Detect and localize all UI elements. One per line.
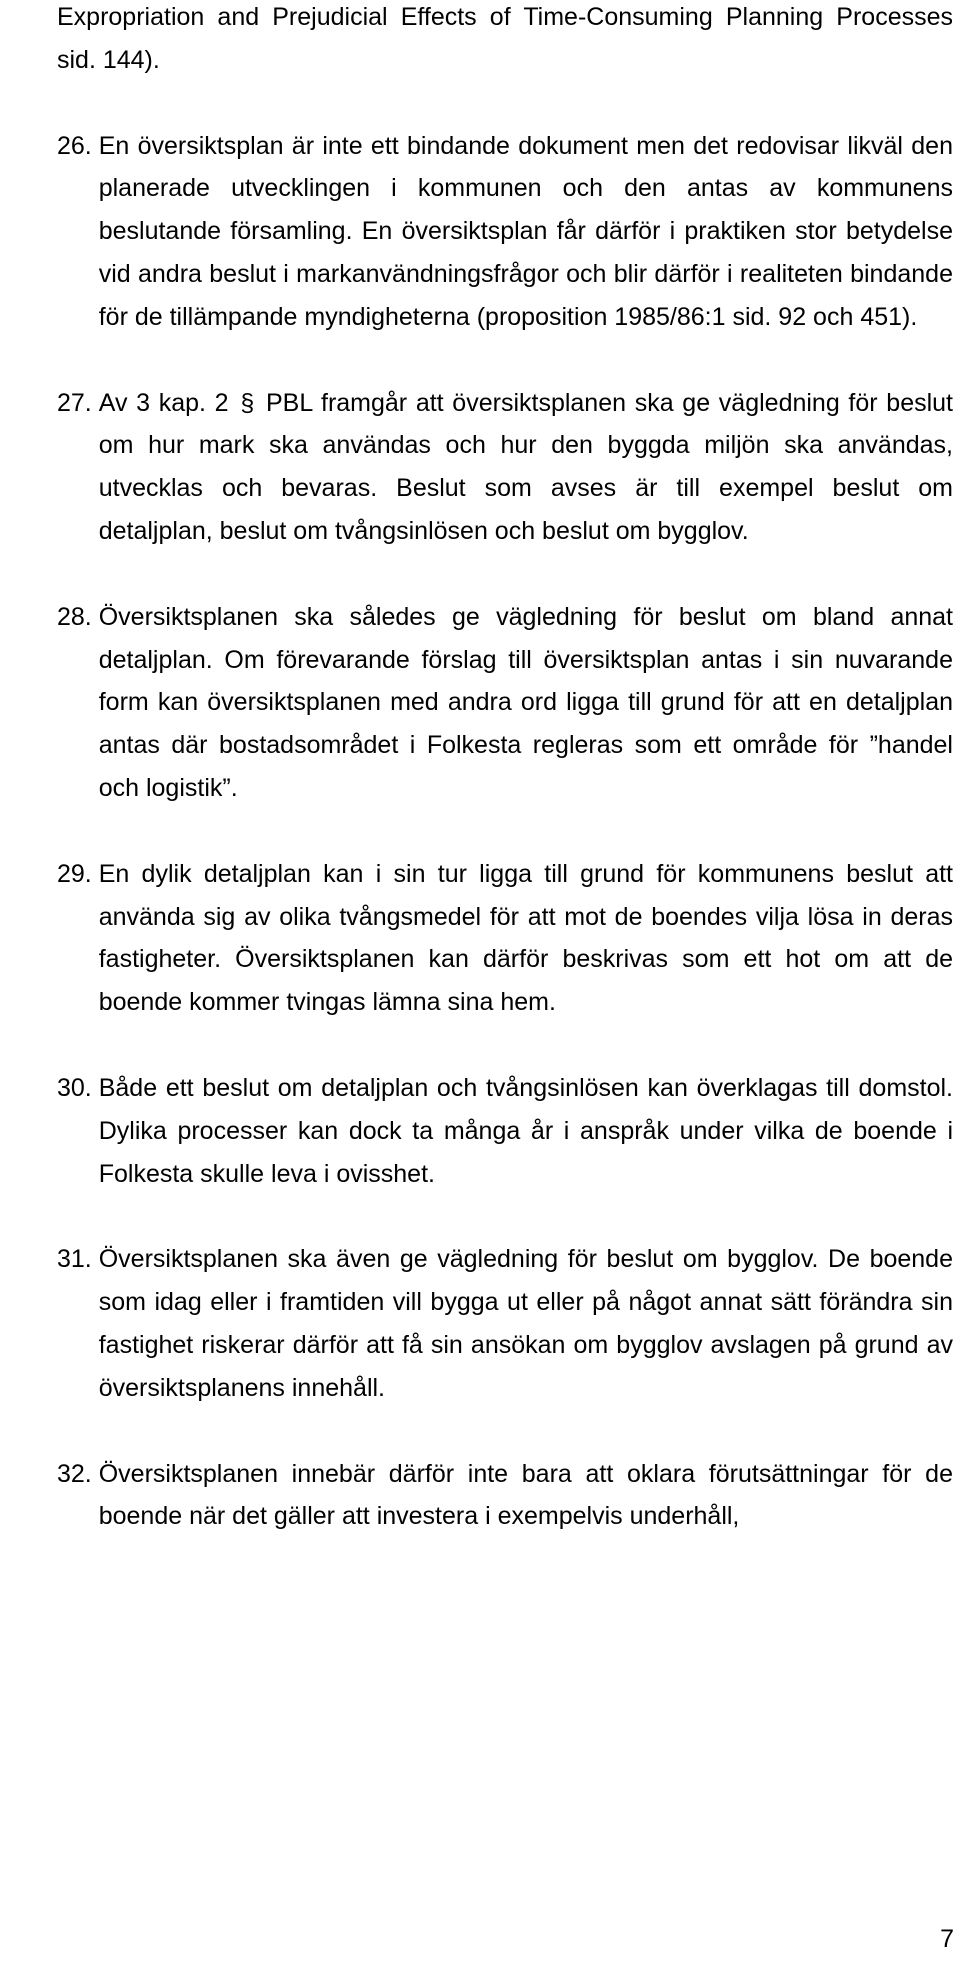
paragraph-text: Översiktsplanen ska även ge vägledning för beslut om bygglov. De boende som idag eller i framtiden vill bygga ut eller på något annat sätt förändra sin fastighet riskerar därför att få sin ansökan om bygglov avslagen på grund av översiktsplanens innehåll. bbox=[98, 1245, 953, 1402]
paragraph-number: 26. bbox=[57, 131, 92, 160]
page-number: 7 bbox=[940, 1925, 954, 1953]
intro-paragraph: Expropriation and Prejudicial Effects of Time-Consuming Planning Processes sid. 144). bbox=[57, 3, 953, 74]
paragraph-number: 27. bbox=[57, 388, 92, 417]
paragraph-text bbox=[99, 382, 953, 553]
paragraph-27 bbox=[57, 382, 953, 553]
paragraph-text: En dylik detaljplan kan i sin tur ligga till grund för kommunens beslut att använda sig av olika tvångsmedel för att mot de boendes vilja lösa in deras fastigheter. Översiktsplanen kan därför beskrivas som ett hot om att de boende kommer tvingas lämna sina hem. bbox=[98, 859, 953, 1017]
paragraph-text: Både ett beslut om detaljplan och tvångsinlösen kan överklagas till domstol. Dylika processer kan dock ta många år i anspråk under vilka de boende i Folkesta skulle leva i ovisshet. bbox=[98, 1073, 953, 1188]
paragraph-gap bbox=[57, 82, 953, 125]
paragraph-number: 31. bbox=[57, 1245, 92, 1274]
paragraph-number: 32. bbox=[57, 1459, 92, 1488]
paragraph-gap bbox=[57, 1410, 953, 1453]
paragraph-gap bbox=[57, 810, 953, 853]
paragraph-text: Översiktsplanen innebär därför inte bara att oklara förutsättningar för de boende när det gäller att investera i exempelvis underhåll, bbox=[98, 1459, 953, 1531]
paragraph-30 bbox=[57, 1067, 953, 1195]
document-page bbox=[57, 0, 953, 1538]
paragraph-28 bbox=[57, 596, 953, 810]
paragraph-31 bbox=[57, 1238, 953, 1409]
paragraph-text-rest: PBL framgår att översiktsplanen ska ge vägledning för beslut om hur mark ska användas och hur den byggda miljön ska användas, utvecklas och bevaras. Beslut som avses är till exempel beslut om detaljplan, beslut om tvångsinlösen och beslut om bygglov. bbox=[98, 388, 954, 545]
paragraph-26 bbox=[57, 125, 953, 339]
paragraph-29 bbox=[57, 853, 953, 1024]
paragraph-text: En översiktsplan är inte ett bindande dokument men det redovisar likväl den planerade utvecklingen i kommunen och den antas av kommunens beslutande församling. En översiktsplan får därför i praktiken stor betydelse vid andra beslut i markanvändningsfrågor och blir därför i realiteten bindande för de tillämpande myndigheterna (proposition 1985/86:1 sid. 92 och 451). bbox=[98, 131, 953, 331]
paragraph-gap bbox=[57, 339, 953, 382]
paragraph-text: Översiktsplanen ska således ge vägledning för beslut om bland annat detaljplan. Om förevarande förslag till översiktsplan antas i sin nuvarande form kan översiktsplanen med andra ord ligga till grund för att en detaljplan antas där bostadsområdet i Folkesta regleras som ett område för ”handel och logistik”. bbox=[98, 602, 953, 802]
paragraph-number: 30. bbox=[57, 1073, 92, 1102]
section-sign-icon: § bbox=[240, 388, 255, 417]
paragraph-gap bbox=[57, 1195, 953, 1238]
paragraph-gap bbox=[57, 553, 953, 596]
paragraph-number: 29. bbox=[57, 859, 92, 888]
paragraph-number: 28. bbox=[57, 602, 92, 631]
paragraph-gap bbox=[57, 1024, 953, 1067]
paragraph-32 bbox=[57, 1453, 953, 1539]
paragraph-text-start: Av 3 kap. 2 bbox=[98, 388, 229, 417]
